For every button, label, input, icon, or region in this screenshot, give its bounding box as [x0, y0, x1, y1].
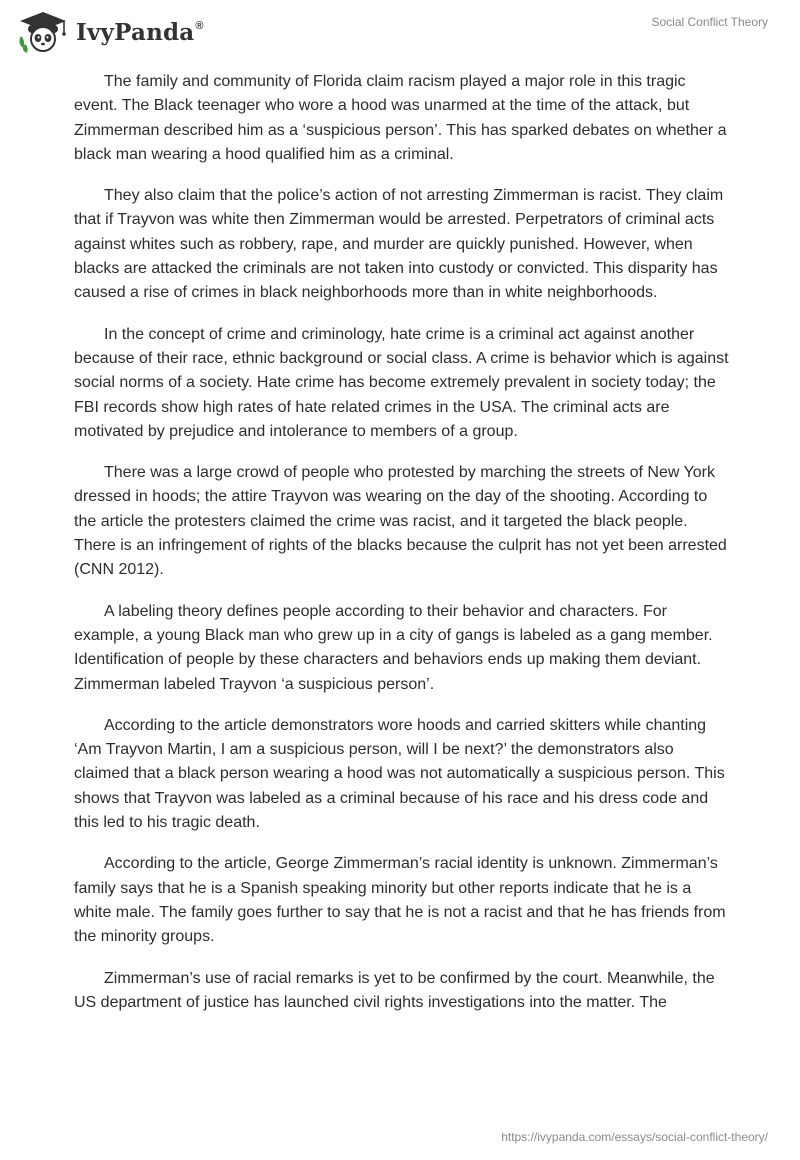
- paragraph-8: Zimmerman’s use of racial remarks is yet to be confirmed by the court. Meanwhile, the US department of justice has launched civil rights investigations into the matter. The: [74, 969, 715, 1011]
- essay-body: [74, 70, 729, 1032]
- paragraph-2: They also claim that the police’s action of not arresting Zimmerman is racist. They claim that if Trayvon was white then Zimmerman would be arrested. Perpetrators of criminal acts against whites such as robbery, rape, and murder are quickly punished. However, when blacks are attacked the criminals are not taken into custody or convicted. This disparity has caused a rise of crimes in black neighborhoods more than in white neighborhoods.: [74, 187, 724, 302]
- logo-wordmark: [76, 19, 204, 46]
- paragraph-5: A labeling theory defines people according to their behavior and characters. For example, a young Black man who grew up in a city of gangs is labeled as a gang member. Identification of people by these characters and behaviors ends up making them deviant. Zimmerman labeled Trayvon ‘a suspicious person’.: [74, 602, 713, 693]
- paragraph-7: According to the article, George Zimmerman’s racial identity is unknown. Zimmerman’s family says that he is a Spanish speaking minority but other reports indicate that he is a white male. The family goes further to say that he is not a racist and that he has friends from the minority groups.: [74, 855, 726, 946]
- paragraph-4: There was a large crowd of people who protested by marching the streets of New York dressed in hoods; the attire Trayvon was wearing on the day of the shooting. According to the article the protesters claimed the crime was racist, and it targeted the black people. There is an infringement of rights of the blacks because the culprit has not yet been arrested (CNN 2012).: [74, 464, 727, 579]
- paragraph-1: The family and community of Florida claim racism played a major role in this tragic event. The Black teenager who wore a hood was unarmed at the time of the attack, but Zimmerman described him as a ‘suspicious person’. This has sparked debates on whether a black man wearing a hood qualified him as a criminal.: [74, 73, 727, 163]
- registered-mark: ®: [195, 19, 204, 32]
- paragraph-6: According to the article demonstrators wore hoods and carried skitters while chanting ‘Am Trayvon Martin, I am a suspicious person, will I be next?’ the demonstrators also claimed that a black person wearing a hood was not automatically a suspicious person. This shows that Trayvon was labeled as a criminal because of his race and his dress code and this led to his tragic death.: [74, 716, 725, 832]
- paragraph-3: In the concept of crime and criminology, hate crime is a criminal act against another because of their race, ethnic background or social class. A crime is behavior which is against social norms of a society. Hate crime has become extremely prevalent in society today; the FBI records show high rates of hate related crimes in the USA. The criminal acts are motivated by prejudice and intolerance to members of a group.: [74, 325, 729, 440]
- page-header: [0, 0, 800, 64]
- ivypanda-logo[interactable]: [16, 10, 204, 54]
- panda-graduate-icon: [16, 10, 70, 54]
- document-title: Social Conflict Theory: [651, 15, 768, 29]
- source-url-link[interactable]: https://ivypanda.com/essays/social-conflict-theory/: [501, 1130, 768, 1144]
- logo-text: IvyPanda: [76, 18, 195, 46]
